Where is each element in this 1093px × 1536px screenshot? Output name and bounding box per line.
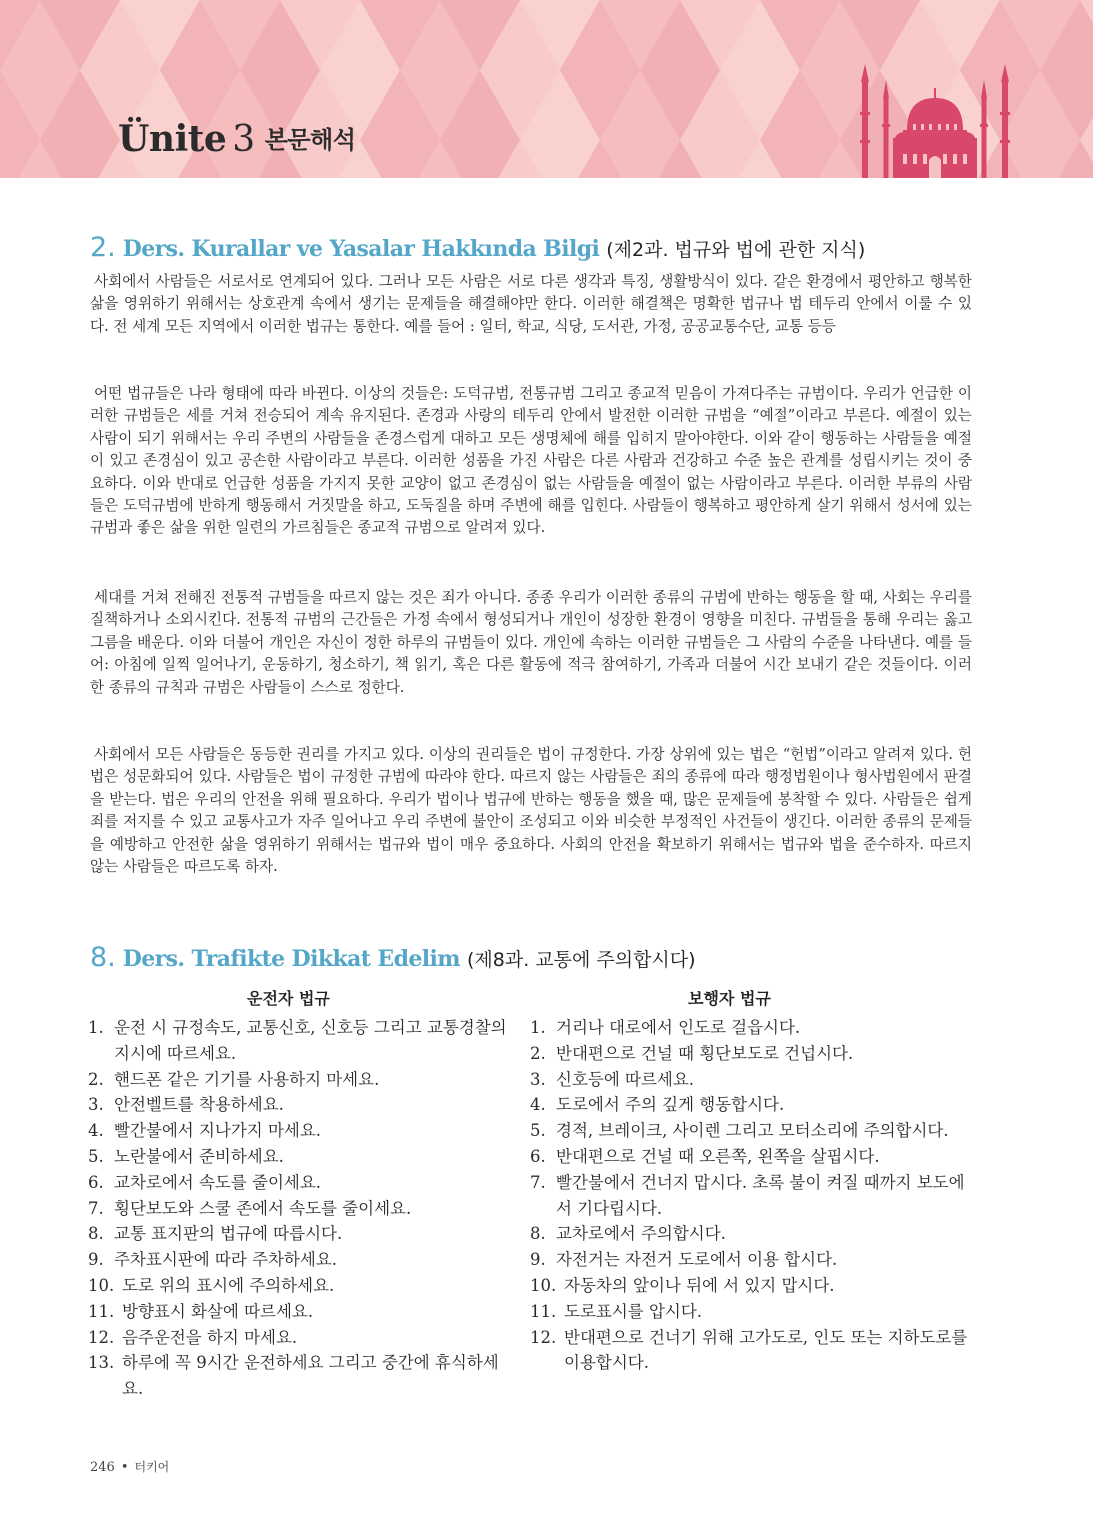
pedestrian-rule-item-number: 12. [530, 1327, 557, 1347]
pedestrian-rule-item-text: 자전거는 자전거 도로에서 이용 합시다. [556, 1250, 838, 1270]
pedestrian-rule-item-text: 빨간불에서 건너지 맙시다. 초록 불이 켜질 때까지 보도에서 기다립시다. [556, 1172, 965, 1218]
driver-rule-item-text: 횡단보도와 스쿨 존에서 속도를 줄이세요. [114, 1198, 412, 1218]
driver-rule-item-text: 핸드폰 같은 기기를 사용하지 마세요. [114, 1069, 380, 1089]
unit-number: 3 [232, 119, 255, 160]
lesson8-korean-title: (제8과. 교통에 주의합시다) [466, 949, 696, 971]
lesson2-paragraph-1: 사회에서 사람들은 서로서로 연계되어 있다. 그러나 모든 사람은 서로 다른 생각과 특징, 생활방식이 있다. 같은 환경에서 평안하고 행복한 삶을 영위하기 위해서는 상호관계 속에서 생기는 문제들을 해결해야만 한다. 이러한 해결책은 명확한 법규나 법 테두리 안에서 이룰 수 있다. 전 세계 모든 지역에서 이러한 법규는 통한다. 예를 들어 : 일터, 학교, 식당, 도서관, 가정, 공공교통수단, 교통 등등 [90, 273, 972, 335]
driver-rule-item [88, 1170, 508, 1196]
driver-rule-item [88, 1144, 508, 1170]
book-name: 터키어 [134, 1460, 170, 1474]
pedestrian-rule-item-number: 5. [530, 1121, 546, 1141]
pedestrian-rules-title: 보행자 법규 [688, 989, 771, 1008]
lesson2-paragraph-4: 사회에서 모든 사람들은 동등한 권리를 가지고 있다. 이상의 권리들은 법이 규정한다. 가장 상위에 있는 법은 “헌법”이라고 알려져 있다. 헌법은 성문화되어 있다. 사람들은 법이 규정한 규범에 따라야 한다. 따르지 않는 사람들은 죄의 종류에 따라 행정법원이나 형사법원에서 판결을 받는다. 법은 우리의 안전을 위해 필요하다. 우리가 법이나 법규에 반하는 행동을 했을 때, 많은 문제들에 봉착할 수 있다. 사람들은 쉽게 죄를 저지를 수 있고 교통사고가 자주 일어나고 우리 주변에 불안이 조성되고 이와 비슷한 부정적인 사건들이 생긴다. 이러한 종류의 문제들을 예방하고 안전한 삶을 영위하기 위해서는 법규와 법이 매우 중요하다. 사회의 안전을 확보하기 위해서는 법규와 법을 준수하자. 따르지 않는 사람들은 따르도록 하자. [90, 746, 972, 876]
pedestrian-rule-item [530, 1015, 970, 1041]
driver-rule-item-number: 5. [88, 1146, 104, 1166]
driver-rule-item-text: 노란불에서 준비하세요. [114, 1146, 284, 1166]
pedestrian-rule-item-text: 거리나 대로에서 인도로 걸읍시다. [556, 1018, 801, 1037]
driver-rule-item [88, 1118, 508, 1144]
page-number: 246 [90, 1460, 115, 1475]
pedestrian-rule-item-text: 자동차의 앞이나 뒤에 서 있지 맙시다. [564, 1275, 835, 1295]
footer-separator: • [120, 1460, 129, 1475]
pedestrian-rule-item-number: 3. [530, 1069, 546, 1089]
driver-rule-item-number: 4. [88, 1121, 104, 1141]
driver-rule-item-number: 6. [88, 1172, 104, 1192]
lesson2-number: 2. [90, 232, 116, 263]
driver-rule-item [88, 1196, 508, 1222]
pedestrian-rule-item-text: 신호등에 따르세요. [556, 1069, 695, 1089]
mosque-icon [855, 62, 1015, 178]
driver-rule-item [88, 1067, 508, 1093]
pedestrian-rule-item-text: 경적, 브레이크, 사이렌 그리고 모터소리에 주의합시다. [556, 1121, 949, 1141]
pedestrian-rule-item-text: 도로표시를 압시다. [564, 1301, 703, 1321]
driver-rules-list [88, 1015, 508, 1402]
pedestrian-rule-item-text: 반대편으로 건널 때 오른쪽, 왼쪽을 살핍시다. [556, 1146, 880, 1166]
pedestrian-rule-item [530, 1247, 970, 1273]
pedestrian-rule-item [530, 1118, 970, 1144]
lesson2-title: Ders. Kurallar ve Yasalar Hakkında Bilgi [122, 236, 600, 262]
pedestrian-rules-list [530, 1015, 970, 1376]
lesson8-heading [90, 942, 696, 973]
pedestrian-rule-item-number: 8. [530, 1224, 546, 1244]
pedestrian-rule-item-number: 1. [530, 1018, 546, 1037]
driver-rule-item-text: 운전 시 규정속도, 교통신호, 신호등 그리고 교통경찰의 지시에 따르세요. [114, 1018, 507, 1063]
pedestrian-rule-item [530, 1041, 970, 1067]
lesson8-number: 8. [90, 942, 116, 973]
driver-rule-item [88, 1092, 508, 1118]
driver-rule-item-text: 방향표시 화살에 따르세요. [122, 1301, 314, 1321]
pedestrian-rule-item-number: 9. [530, 1250, 546, 1270]
pedestrian-rule-item [530, 1067, 970, 1093]
driver-rule-item-number: 7. [88, 1198, 104, 1218]
pedestrian-rule-item-number: 11. [530, 1301, 557, 1321]
unit-subtitle: 본문해석 [264, 126, 356, 154]
pedestrian-rule-item-number: 7. [530, 1172, 546, 1192]
driver-rule-item-number: 8. [88, 1224, 104, 1244]
driver-rule-item [88, 1015, 508, 1067]
pedestrian-rule-item-text: 반대편으로 건너기 위해 고가도로, 인도 또는 지하도로를 이용합시다. [564, 1327, 968, 1373]
driver-rule-item-text: 빨간불에서 지나가지 마세요. [114, 1121, 322, 1141]
pedestrian-rule-item-text: 도로에서 주의 깊게 행동합시다. [556, 1095, 785, 1115]
pedestrian-rule-item-text: 교차로에서 주의합시다. [556, 1224, 726, 1244]
pedestrian-rule-item [530, 1170, 970, 1222]
driver-rule-item-text: 교차로에서 속도를 줄이세요. [114, 1172, 322, 1192]
pedestrian-rule-item-number: 4. [530, 1095, 546, 1115]
driver-rules-title: 운전자 법규 [247, 989, 330, 1008]
page-footer [90, 1458, 169, 1475]
pedestrian-rule-item-text: 반대편으로 건널 때 횡단보도로 건넙시다. [556, 1043, 854, 1063]
driver-rule-item [88, 1325, 508, 1351]
lesson2-paragraph-3: 세대를 거쳐 전해진 전통적 규범들을 따르지 않는 것은 죄가 아니다. 종종 우리가 이러한 종류의 규범에 반하는 행동을 할 때, 사회는 우리를 질책하거나 소외시킨다. 전통적 규범의 근간들은 가정 속에서 형성되거나 개인이 성장한 환경이 영향을 미친다. 규범들을 통해 우리는 옳고 그름을 배운다. 이와 더불어 개인은 자신이 정한 하루의 규범들이 있다. 개인에 속하는 이러한 규범들은 그 사람의 수준을 나타낸다. 예를 들어: 아침에 일찍 일어나기, 운동하기, 청소하기, 책 읽기, 혹은 다른 활동에 적극 참여하기, 가족과 더불어 시간 보내기 같은 것들이다. 이러한 종류의 규칙과 규범은 사람들이 스스로 정한다. [90, 589, 972, 696]
lesson8-title: Ders. Trafikte Dikkat Edelim [122, 946, 460, 972]
driver-rule-item-text: 안전벨트를 착용하세요. [114, 1095, 284, 1115]
driver-rule-item-text: 교통 표지판의 법규에 따릅시다. [114, 1224, 343, 1244]
driver-rule-item-text: 하루에 꼭 9시간 운전하세요 그리고 중간에 휴식하세요. [122, 1353, 499, 1399]
unit-title [118, 118, 355, 160]
pedestrian-rule-item [530, 1325, 970, 1377]
driver-rule-item [88, 1350, 508, 1402]
driver-rule-item-number: 12. [88, 1327, 115, 1347]
lesson2-paragraph-2: 어떤 법규들은 나라 형태에 따라 바뀐다. 이상의 것들은: 도덕규범, 전통규범 그리고 종교적 믿음이 가져다주는 규범이다. 우리가 언급한 이러한 규범들은 세를 거쳐 전승되어 계속 유지된다. 존경과 사랑의 테두리 안에서 발전한 이러한 규범을 “예절”이라고 부른다. 예절이 있는 사람이 되기 위해서는 우리 주변의 사람들을 존경스럽게 대하고 모든 생명체에 해를 입히지 말아야한다. 이와 같이 행동하는 사람들을 예절이 있고 존경심이 있고 공손한 사람이라고 부른다. 이러한 성품을 가진 사람은 다른 사람과 건강하고 수준 높은 관계를 성립시키는 것이 중요하다. 이와 반대로 언급한 성품을 가지지 못한 교양이 없고 존경심이 없는 사람들을 예절이 없는 사람이라고 부른다. 이러한 부류의 사람들은 도덕규범에 반하게 행동해서 거짓말을 하고, 도둑질을 하며 주변에 해를 입힌다. 사람들이 행복하고 평안하게 살기 위해서 성서에 있는 규범과 좋은 삶을 위한 일련의 가르침들은 종교적 규범으로 알려져 있다. [90, 385, 972, 537]
pedestrian-rule-item [530, 1273, 970, 1299]
pedestrian-rule-item [530, 1221, 970, 1247]
driver-rule-item [88, 1273, 508, 1299]
pedestrian-rule-item-number: 10. [530, 1275, 557, 1295]
header-banner [0, 0, 1093, 178]
pedestrian-rule-item [530, 1144, 970, 1170]
driver-rule-item-text: 주차표시판에 따라 주차하세요. [114, 1250, 337, 1270]
driver-rule-item-number: 2. [88, 1069, 104, 1089]
driver-rule-item-text: 음주운전을 하지 마세요. [122, 1327, 298, 1347]
driver-rule-item-number: 11. [88, 1301, 115, 1321]
driver-rule-item-number: 3. [88, 1095, 104, 1115]
lesson2-heading [90, 232, 865, 263]
driver-rule-item-number: 1. [88, 1018, 104, 1037]
pedestrian-rule-item [530, 1299, 970, 1325]
pedestrian-rule-item-number: 6. [530, 1146, 546, 1166]
unit-word: Ünite [118, 118, 227, 160]
driver-rule-item-number: 13. [88, 1353, 115, 1373]
driver-rule-item-text: 도로 위의 표시에 주의하세요. [122, 1275, 335, 1295]
driver-rule-item-number: 10. [88, 1275, 115, 1295]
pedestrian-rule-item [530, 1092, 970, 1118]
pedestrian-rule-item-number: 2. [530, 1043, 546, 1063]
lesson2-korean-title: (제2과. 법규와 법에 관한 지식) [606, 239, 866, 261]
driver-rule-item [88, 1221, 508, 1247]
driver-rule-item [88, 1247, 508, 1273]
driver-rule-item [88, 1299, 508, 1325]
driver-rule-item-number: 9. [88, 1250, 104, 1270]
